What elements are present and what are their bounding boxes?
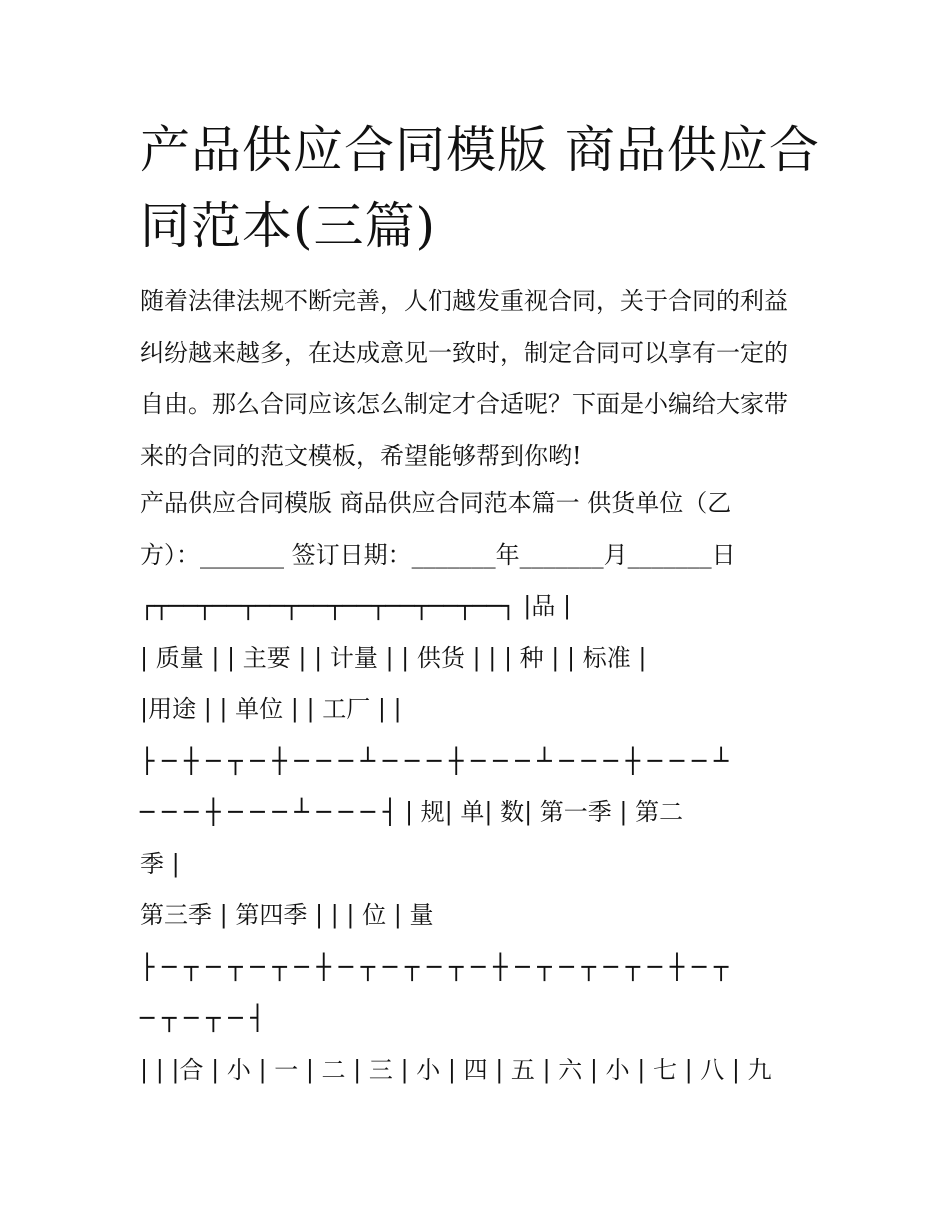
intro-paragraph xyxy=(140,276,820,482)
table-header-line: | 质量 | | 主要 | | 计量 | | 供货 | | | 种 | | 标准 | xyxy=(140,643,647,672)
table-border-line: ┌┬──┬──┬──┬──┬──┬──┬──┬──┐ |品 | xyxy=(140,592,572,620)
intro-line: 纠纷越来越多，在达成意见一致时，制定合同可以享有一定的 xyxy=(140,338,788,367)
intro-line: 来的合同的范文模板，希望能够帮到你哟! xyxy=(140,441,582,470)
table-border-line: ├ ─ ┬ ─ ┬ ─ ┬ ─ ┼ ─ ┬ ─ ┬ ─ ┬ ─ ┼ ─ ┬ ─ ┬ ─ ┬ ─ ┼ ─ ┬ xyxy=(140,952,729,981)
table-border-line: ─ ─ ─ ┼ ─ ─ ─ ┴ ─ ─ ─ ┤ | 规| 单| 数| 第一季 | 第二 xyxy=(140,798,684,826)
intro-line: 自由。那么合同应该怎么制定才合适呢？下面是小编给大家带 xyxy=(140,390,788,418)
table-header-line: 第三季 | 第四季 | | | 位 | 量 xyxy=(140,901,434,929)
content-line: 方）：_______ 签订日期：_______年_______月_______日 xyxy=(140,540,736,569)
document-title xyxy=(140,112,830,264)
table-header-line: |用途 | | 单位 | | 工厂 | | xyxy=(140,695,402,723)
title-line-1: 产品供应合同模版 商品供应合 xyxy=(140,121,820,179)
table-header-line: 季 | xyxy=(140,849,180,878)
content-line: 产品供应合同模版 商品供应合同范本篇一 供货单位（乙 xyxy=(140,489,732,517)
table-border-line: ├ ─ ┼ ─ ┬ ─ ┼ ─ ─ ─ ┴ ─ ─ ─ ┼ ─ ─ ─ ┴ ─ ─ ─ ┼ ─ ─ ─ ┴ xyxy=(140,746,729,775)
intro-line: 随着法律法规不断完善，人们越发重视合同，关于合同的利益 xyxy=(140,287,788,315)
table-border-line: ─ ┬ ─ ┬ ─ ┤ xyxy=(140,1004,265,1032)
table-header-line: | | |合 | 小 | 一 | 二 | 三 | 小 | 四 | 五 | 六 | 小 | 七 | 八 | 九 xyxy=(140,1055,772,1084)
contract-content xyxy=(140,478,820,1096)
title-line-2: 同范本(三篇) xyxy=(140,197,437,255)
